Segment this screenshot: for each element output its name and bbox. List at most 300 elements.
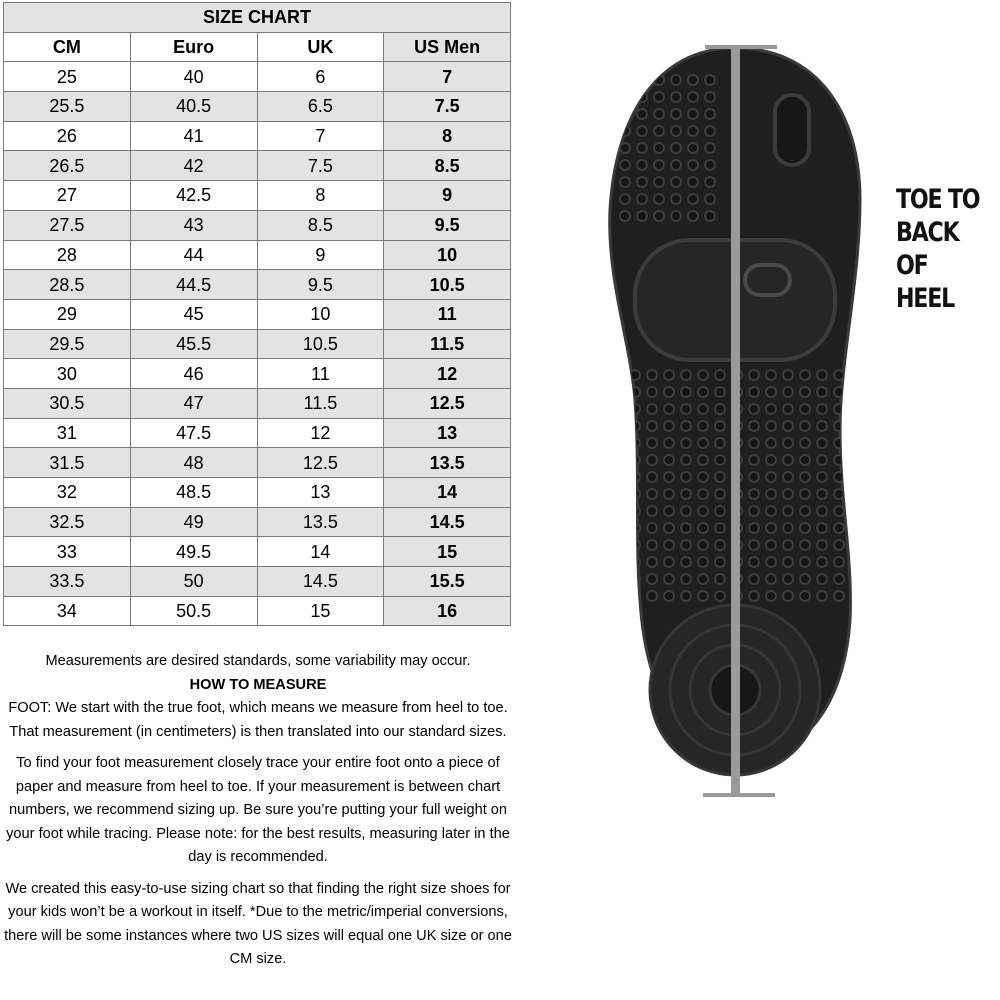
tread-dot xyxy=(671,92,681,102)
table-cell: 10.5 xyxy=(384,270,511,300)
tread-dot xyxy=(664,472,674,482)
tread-dot xyxy=(688,75,698,85)
tread-dot xyxy=(783,506,793,516)
tread-dot xyxy=(654,177,664,187)
tread-dot xyxy=(715,591,725,601)
tread-dot xyxy=(834,574,844,584)
table-cell: 12.5 xyxy=(384,388,511,418)
table-row xyxy=(4,507,511,537)
table-cell: 7.5 xyxy=(257,151,384,181)
tread-dot xyxy=(783,404,793,414)
tread-dot xyxy=(817,438,827,448)
tread-dot xyxy=(749,404,759,414)
tread-dot xyxy=(654,143,664,153)
tread-dot xyxy=(800,404,810,414)
tread-dot xyxy=(671,211,681,221)
tread-dot xyxy=(715,506,725,516)
tread-dot xyxy=(817,506,827,516)
table-cell: 12 xyxy=(384,359,511,389)
tread-dot xyxy=(834,370,844,380)
tread-dot xyxy=(783,472,793,482)
tread-dot xyxy=(620,194,630,204)
tread-dot xyxy=(647,421,657,431)
table-cell: 10.5 xyxy=(257,329,384,359)
table-cell: 14.5 xyxy=(257,567,384,597)
tread-dot xyxy=(664,557,674,567)
tread-dot xyxy=(715,557,725,567)
tread-dot xyxy=(637,160,647,170)
table-cell: 7.5 xyxy=(384,92,511,122)
tread-dot xyxy=(664,591,674,601)
tread-dot xyxy=(834,506,844,516)
tread-dot xyxy=(698,455,708,465)
tread-dot xyxy=(817,455,827,465)
tread-dot xyxy=(681,421,691,431)
tread-dot xyxy=(715,455,725,465)
tread-dot xyxy=(715,472,725,482)
tread-dot xyxy=(664,506,674,516)
tread-dot xyxy=(800,387,810,397)
tread-dot xyxy=(783,387,793,397)
table-cell: 13 xyxy=(257,478,384,508)
tread-dot xyxy=(749,540,759,550)
tread-dot xyxy=(749,591,759,601)
tread-dot xyxy=(637,126,647,136)
table-cell: 49 xyxy=(130,507,257,537)
trace-paragraph: To find your foot measurement closely trace your entire foot onto a piece of paper and measure from heel to toe. If your measurement is between chart numbers, we recommend sizing up. Be sure you’re putting your full weight on your foot while tracing. Please note: for the best results, measuring later in the day is recommended. xyxy=(6,755,510,865)
table-row xyxy=(4,92,511,122)
tread-dot xyxy=(681,455,691,465)
tread-dot xyxy=(664,455,674,465)
table-cell: 28.5 xyxy=(4,270,131,300)
tread-dot xyxy=(749,455,759,465)
tread-dot xyxy=(671,160,681,170)
tread-dot xyxy=(620,92,630,102)
tread-dot xyxy=(654,109,664,119)
tread-dot xyxy=(630,387,640,397)
tread-dot xyxy=(647,557,657,567)
table-cell: 42.5 xyxy=(130,181,257,211)
table-cell: 44 xyxy=(130,240,257,270)
tread-dot xyxy=(637,75,647,85)
tread-dot xyxy=(749,387,759,397)
tread-dot xyxy=(766,557,776,567)
tread-dot xyxy=(834,489,844,499)
tread-dot xyxy=(834,523,844,533)
tread-dot xyxy=(783,370,793,380)
table-cell: 41 xyxy=(130,121,257,151)
size-chart-title: SIZE CHART xyxy=(4,3,511,33)
tread-dot xyxy=(654,126,664,136)
tread-dot xyxy=(681,370,691,380)
foot-paragraph: FOOT: We start with the true foot, which means we measure from heel to toe. That measurement (in centimeters) is then translated into our standard sizes. xyxy=(8,700,508,740)
tread-dot xyxy=(800,574,810,584)
tread-dot xyxy=(647,489,657,499)
tread-dot xyxy=(817,421,827,431)
tread-dot xyxy=(800,421,810,431)
table-cell: 40 xyxy=(130,62,257,92)
tread-dot xyxy=(681,387,691,397)
table-cell: 33.5 xyxy=(4,567,131,597)
tread-dot xyxy=(654,160,664,170)
tread-dot xyxy=(647,438,657,448)
tread-dot xyxy=(671,177,681,187)
tread-dot xyxy=(647,591,657,601)
table-cell: 50.5 xyxy=(130,596,257,626)
how-to-measure-heading: HOW TO MEASURE xyxy=(189,676,327,693)
tread-dot xyxy=(834,421,844,431)
tread-dot xyxy=(681,404,691,414)
tread-dot xyxy=(630,472,640,482)
tread-dot xyxy=(698,472,708,482)
kids-paragraph: We created this easy-to-use sizing chart so that finding the right size shoes for your kids won’t be a workout in itself. *Due to the metric/imperial conversions, there will be some instances where two US sizes will equal one UK size or one CM size. xyxy=(4,880,512,967)
tread-dot xyxy=(688,160,698,170)
tread-dot xyxy=(705,177,715,187)
tread-dot xyxy=(766,489,776,499)
table-cell: 12 xyxy=(257,418,384,448)
tread-dot xyxy=(705,75,715,85)
tread-dot xyxy=(800,489,810,499)
tread-dot xyxy=(800,472,810,482)
table-row xyxy=(4,596,511,626)
table-cell: 42 xyxy=(130,151,257,181)
tread-dot xyxy=(800,523,810,533)
tread-dot xyxy=(817,472,827,482)
tread-dot xyxy=(800,506,810,516)
table-cell: 8 xyxy=(384,121,511,151)
table-cell: 28 xyxy=(4,240,131,270)
table-cell: 6.5 xyxy=(257,92,384,122)
table-cell: 6 xyxy=(257,62,384,92)
table-cell: 11.5 xyxy=(384,329,511,359)
table-cell: 8 xyxy=(257,181,384,211)
tread-dot xyxy=(705,126,715,136)
table-cell: 27 xyxy=(4,181,131,211)
tread-dot xyxy=(688,109,698,119)
table-row xyxy=(4,478,511,508)
tread-dot xyxy=(681,506,691,516)
tread-dot xyxy=(647,472,657,482)
toe-to-heel-label: TOE TO BACK OF HEEL xyxy=(896,184,980,314)
tread-dot xyxy=(766,387,776,397)
table-cell: 13 xyxy=(384,418,511,448)
tread-dot xyxy=(834,404,844,414)
tread-dot xyxy=(664,404,674,414)
tread-dot xyxy=(783,421,793,431)
tread-dot xyxy=(817,370,827,380)
tread-dot xyxy=(637,143,647,153)
table-cell: 16 xyxy=(384,596,511,626)
tread-dot xyxy=(647,455,657,465)
tread-dot xyxy=(800,557,810,567)
column-header: Euro xyxy=(130,32,257,62)
tread-dot xyxy=(766,370,776,380)
tread-dot xyxy=(715,540,725,550)
tread-dot xyxy=(647,370,657,380)
tread-dot xyxy=(715,523,725,533)
table-cell: 40.5 xyxy=(130,92,257,122)
tread-dot xyxy=(783,591,793,601)
tread-dot xyxy=(654,194,664,204)
tread-dot xyxy=(654,92,664,102)
table-cell: 32 xyxy=(4,478,131,508)
tread-dot xyxy=(647,387,657,397)
table-row xyxy=(4,388,511,418)
table-cell: 48 xyxy=(130,448,257,478)
tread-dot xyxy=(715,370,725,380)
table-body xyxy=(4,62,511,626)
size-chart-table xyxy=(3,2,511,626)
tread-dot xyxy=(705,194,715,204)
tread-dot xyxy=(715,438,725,448)
tread-dot xyxy=(800,455,810,465)
tread-dot xyxy=(766,455,776,465)
tread-dot xyxy=(681,591,691,601)
measure-line xyxy=(731,47,740,795)
tread-dot xyxy=(766,438,776,448)
tread-dot xyxy=(715,404,725,414)
tread-dot xyxy=(671,75,681,85)
tread-dot xyxy=(698,370,708,380)
tread-dot xyxy=(715,387,725,397)
table-cell: 32.5 xyxy=(4,507,131,537)
tread-dot xyxy=(817,523,827,533)
table-row xyxy=(4,181,511,211)
table-row xyxy=(4,299,511,329)
column-header: UK xyxy=(257,32,384,62)
tread-dot xyxy=(800,591,810,601)
table-cell: 34 xyxy=(4,596,131,626)
tread-dot xyxy=(749,506,759,516)
table-row xyxy=(4,448,511,478)
tread-dot xyxy=(671,194,681,204)
tread-dot xyxy=(664,370,674,380)
table-cell: 14.5 xyxy=(384,507,511,537)
tread-dot xyxy=(637,177,647,187)
tread-dot xyxy=(630,506,640,516)
tread-dot xyxy=(705,160,715,170)
table-cell: 11 xyxy=(257,359,384,389)
table-cell: 26 xyxy=(4,121,131,151)
tread-dot xyxy=(698,557,708,567)
table-cell: 30.5 xyxy=(4,388,131,418)
tread-dot xyxy=(749,438,759,448)
tread-dot xyxy=(766,540,776,550)
tread-dot xyxy=(783,455,793,465)
table-row xyxy=(4,329,511,359)
measurement-notes xyxy=(0,650,516,980)
tread-dot xyxy=(705,211,715,221)
table-cell: 14 xyxy=(257,537,384,567)
tread-dot xyxy=(630,438,640,448)
table-cell: 27.5 xyxy=(4,210,131,240)
tread-dot xyxy=(834,540,844,550)
tread-dot xyxy=(630,557,640,567)
tread-dot xyxy=(800,540,810,550)
table-row xyxy=(4,62,511,92)
tread-dot xyxy=(620,177,630,187)
tread-dot xyxy=(681,523,691,533)
tread-dot xyxy=(698,574,708,584)
tread-dot xyxy=(783,489,793,499)
tread-dot xyxy=(766,506,776,516)
column-header: CM xyxy=(4,32,131,62)
tread-dot xyxy=(664,523,674,533)
tread-dot xyxy=(647,574,657,584)
tread-dot xyxy=(800,370,810,380)
tread-dot xyxy=(688,143,698,153)
table-cell: 15 xyxy=(257,596,384,626)
table-row xyxy=(4,270,511,300)
tread-dot xyxy=(698,489,708,499)
tread-dot xyxy=(620,75,630,85)
table-cell: 25 xyxy=(4,62,131,92)
tread-dot xyxy=(705,92,715,102)
tread-dot xyxy=(715,489,725,499)
table-row xyxy=(4,537,511,567)
table-cell: 13.5 xyxy=(384,448,511,478)
tread-dot xyxy=(749,489,759,499)
tread-dot xyxy=(715,421,725,431)
tread-dot xyxy=(817,387,827,397)
tread-dot xyxy=(664,574,674,584)
tread-dot xyxy=(698,523,708,533)
tread-dot xyxy=(637,211,647,221)
table-cell: 33 xyxy=(4,537,131,567)
tread-dot xyxy=(664,540,674,550)
tread-dot xyxy=(698,506,708,516)
tread-dot xyxy=(817,489,827,499)
tread-dot xyxy=(715,574,725,584)
table-cell: 30 xyxy=(4,359,131,389)
tread-dot xyxy=(688,92,698,102)
disclaimer-text: Measurements are desired standards, some variability may occur. xyxy=(45,653,471,669)
tread-dot xyxy=(766,404,776,414)
tread-dot xyxy=(630,489,640,499)
tread-dot xyxy=(620,160,630,170)
table-cell: 11.5 xyxy=(257,388,384,418)
tread-dot xyxy=(671,109,681,119)
tread-dot xyxy=(664,438,674,448)
table-cell: 7 xyxy=(384,62,511,92)
tread-dot xyxy=(766,472,776,482)
table-cell: 44.5 xyxy=(130,270,257,300)
table-cell: 31.5 xyxy=(4,448,131,478)
table-row xyxy=(4,210,511,240)
tread-dot xyxy=(681,557,691,567)
tread-dot xyxy=(688,211,698,221)
table-cell: 43 xyxy=(130,210,257,240)
tread-dot xyxy=(749,421,759,431)
table-cell: 47.5 xyxy=(130,418,257,448)
table-cell: 9 xyxy=(257,240,384,270)
tread-dot xyxy=(647,523,657,533)
tread-dot xyxy=(766,591,776,601)
table-cell: 7 xyxy=(257,121,384,151)
tread-dot xyxy=(630,455,640,465)
table-cell: 45 xyxy=(130,299,257,329)
table-row xyxy=(4,567,511,597)
table-cell: 15 xyxy=(384,537,511,567)
table-header-row xyxy=(4,32,511,62)
table-row xyxy=(4,151,511,181)
tread-dot xyxy=(654,211,664,221)
tread-dot xyxy=(749,574,759,584)
tread-dot xyxy=(698,438,708,448)
tread-dot xyxy=(698,404,708,414)
tread-dot xyxy=(834,557,844,567)
table-cell: 25.5 xyxy=(4,92,131,122)
tread-dot xyxy=(664,489,674,499)
tread-dot xyxy=(630,523,640,533)
table-cell: 26.5 xyxy=(4,151,131,181)
tread-dot xyxy=(620,211,630,221)
toe-slot xyxy=(775,95,809,165)
table-cell: 29.5 xyxy=(4,329,131,359)
table-cell: 46 xyxy=(130,359,257,389)
table-cell: 10 xyxy=(384,240,511,270)
tread-dot xyxy=(630,540,640,550)
table-row xyxy=(4,359,511,389)
tread-dot xyxy=(783,523,793,533)
tread-dot xyxy=(783,540,793,550)
tread-dot xyxy=(834,591,844,601)
table-cell: 14 xyxy=(384,478,511,508)
column-header: US Men xyxy=(384,32,511,62)
tread-dot xyxy=(681,540,691,550)
tread-dot xyxy=(688,194,698,204)
tread-dot xyxy=(698,591,708,601)
tread-dot xyxy=(817,591,827,601)
table-row xyxy=(4,121,511,151)
table-cell: 8.5 xyxy=(257,210,384,240)
tread-dot xyxy=(647,540,657,550)
tread-dot xyxy=(671,126,681,136)
tread-dot xyxy=(688,177,698,187)
table-cell: 45.5 xyxy=(130,329,257,359)
tread-dot xyxy=(783,438,793,448)
tread-dot xyxy=(817,540,827,550)
tread-dot xyxy=(647,404,657,414)
tread-dot xyxy=(705,143,715,153)
tread-dot xyxy=(698,421,708,431)
table-cell: 13.5 xyxy=(257,507,384,537)
tread-dot xyxy=(637,109,647,119)
tread-dot xyxy=(817,557,827,567)
tread-dot xyxy=(749,557,759,567)
table-cell: 9 xyxy=(384,181,511,211)
table-cell: 12.5 xyxy=(257,448,384,478)
tread-dot xyxy=(766,421,776,431)
tread-dot xyxy=(834,438,844,448)
tread-dot xyxy=(749,472,759,482)
table-cell: 47 xyxy=(130,388,257,418)
table-cell: 31 xyxy=(4,418,131,448)
table-cell: 15.5 xyxy=(384,567,511,597)
tread-dot xyxy=(620,143,630,153)
table-cell: 49.5 xyxy=(130,537,257,567)
table-cell: 48.5 xyxy=(130,478,257,508)
tread-dot xyxy=(698,540,708,550)
table-cell: 9.5 xyxy=(384,210,511,240)
tread-dot xyxy=(817,574,827,584)
tread-dot xyxy=(749,370,759,380)
tread-dot xyxy=(783,557,793,567)
insole-sole-icon xyxy=(595,40,865,800)
tread-dot xyxy=(766,574,776,584)
tread-dot xyxy=(664,421,674,431)
table-cell: 9.5 xyxy=(257,270,384,300)
